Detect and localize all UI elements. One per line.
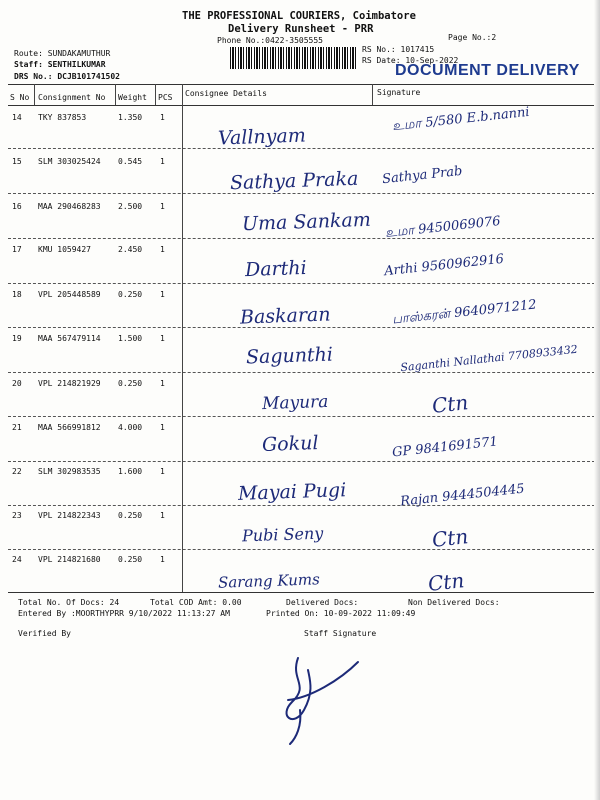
row-pcs: 1 [160,379,165,388]
signature-handwriting: Ctn [426,568,466,596]
row-weight: 0.250 [118,555,143,564]
signature-handwriting: Sathya Prab [381,163,464,188]
row-pcs: 1 [160,245,165,254]
col-header-consignment: Consignment No [38,93,106,102]
staff-label: Staff: SENTHILKUMAR [14,60,106,69]
row-rule [8,283,600,284]
row-sno: 22 [12,467,22,476]
row-consignment: TKY 837853 [38,113,87,122]
consignee-handwriting: Vallnyam [217,124,307,150]
row-sno: 24 [12,555,22,564]
row-weight: 0.250 [118,290,143,299]
consignee-handwriting: Sathya Praka [229,167,359,195]
row-weight: 0.250 [118,511,143,520]
printed-on: Printed On: 10-09-2022 11:09:49 [266,609,416,618]
row-weight: 0.545 [118,157,143,166]
consignee-handwriting: Uma Sankam [241,208,372,236]
row-weight: 2.500 [118,202,143,211]
signature-handwriting: Rajan 9444504445 [399,481,526,510]
table-bottom-rule [8,592,600,593]
row-pcs: 1 [160,202,165,211]
consignee-handwriting: Mayai Pugi [237,479,347,505]
staff-signature-scribble [270,640,380,750]
row-rule [8,193,600,194]
row-rule [8,327,600,328]
row-pcs: 1 [160,290,165,299]
signature-handwriting: பாஸ்கரன் 9640971212 [391,297,538,328]
row-sno: 16 [12,202,22,211]
col-header-pcs: PCS [158,93,173,102]
consignee-handwriting: Baskaran [239,303,331,329]
row-sno: 21 [12,423,22,432]
row-sno: 14 [12,113,22,122]
row-pcs: 1 [160,157,165,166]
signature-handwriting: Saganthi Nallathai 7708933432 [399,342,579,375]
signature-handwriting: உமா 9450069076 [384,213,502,242]
row-consignment: VPL 214821929 [38,379,101,388]
row-sno: 15 [12,157,22,166]
row-consignment: VPL 214821680 [38,555,101,564]
row-weight: 1.350 [118,113,143,122]
row-consignment: MAA 567479114 [38,334,101,343]
col-divider [34,84,35,105]
row-rule [8,505,600,506]
staff-signature-label: Staff Signature [304,629,377,638]
row-rule [8,461,600,462]
consignee-handwriting: Sagunthi [245,343,334,369]
consignee-handwriting: Darthi [244,256,307,282]
row-rule [8,549,600,550]
company-title: THE PROFESSIONAL COURIERS, Coimbatore [182,10,416,22]
table-top-rule [8,84,600,85]
row-weight: 2.450 [118,245,143,254]
runsheet-subtitle: Delivery Runsheet - PRR [228,23,374,35]
rs-date: RS Date: 10-Sep-2022 [362,56,459,65]
phone-number: Phone No.:0422-3505555 [217,36,323,45]
row-rule [8,148,600,149]
row-weight: 1.500 [118,334,143,343]
route-label: Route: SUNDAKAMUTHUR [14,49,111,58]
row-rule [8,372,600,373]
row-rule [8,238,600,239]
row-sno: 19 [12,334,22,343]
row-rule [8,416,600,417]
verified-by-label: Verified By [18,629,71,638]
row-weight: 0.250 [118,379,143,388]
consignee-handwriting: Gokul [261,432,319,456]
consignee-handwriting: Pubi Seny [241,523,324,546]
row-consignment: VPL 214822343 [38,511,101,520]
row-pcs: 1 [160,113,165,122]
page-number: Page No.:2 [448,33,497,42]
row-consignment: MAA 290468283 [38,202,101,211]
col-header-sno: S No [10,93,30,102]
drs-number: DRS No.: DCJB101741502 [14,72,120,81]
row-pcs: 1 [160,467,165,476]
signature-handwriting: GP 9841691571 [391,434,499,461]
row-consignment: SLM 302983535 [38,467,101,476]
col-divider [372,84,373,105]
signature-handwriting: Ctn [430,390,470,418]
delivered-docs: Delivered Docs: [286,598,359,607]
row-consignment: VPL 205448589 [38,290,101,299]
total-docs: Total No. Of Docs: 24 [18,598,120,607]
row-weight: 1.600 [118,467,143,476]
signature-handwriting: Ctn [430,524,470,552]
barcode [230,47,358,69]
col-header-consignee: Consignee Details [185,89,267,98]
col-divider [115,84,116,105]
row-sno: 20 [12,379,22,388]
row-pcs: 1 [160,511,165,520]
non-delivered-docs: Non Delivered Docs: [408,598,500,607]
row-sno: 18 [12,290,22,299]
signature-handwriting: Arthi 9560962916 [383,251,505,280]
signature-handwriting: உமா 5/580 E.b.nanni [391,104,531,135]
col-divider [155,84,156,105]
col-header-signature: Signature [377,88,421,97]
row-pcs: 1 [160,334,165,343]
row-sno: 23 [12,511,22,520]
col-divider [182,84,183,592]
total-cod-amount: Total COD Amt: 0.00 [150,598,242,607]
row-weight: 4.000 [118,423,143,432]
document-delivery-stamp: DOCUMENT DELIVERY [395,62,580,79]
row-pcs: 1 [160,423,165,432]
row-consignment: KMU 1059427 [38,245,91,254]
row-sno: 17 [12,245,22,254]
entered-by: Entered By :MOORTHYPRR 9/10/2022 11:13:27 AM [18,609,230,618]
row-consignment: MAA 566991812 [38,423,101,432]
consignee-handwriting: Sarang Kums [217,570,321,592]
row-pcs: 1 [160,555,165,564]
consignee-handwriting: Mayura [261,391,329,415]
page-edge-shadow [594,0,600,800]
row-consignment: SLM 303025424 [38,157,101,166]
col-header-weight: Weight [118,93,147,102]
rs-number: RS No.: 1017415 [362,45,435,54]
